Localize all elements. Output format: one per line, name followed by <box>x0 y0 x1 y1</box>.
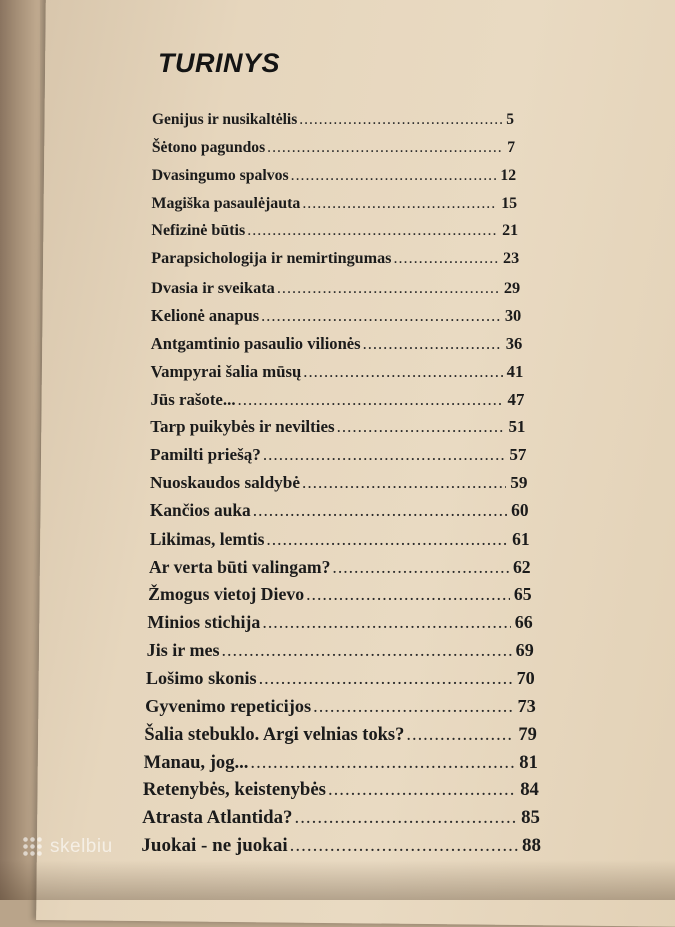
toc-entry-page-number: 41 <box>506 361 524 381</box>
toc-dot-leader <box>263 445 505 465</box>
watermark-logo-icon <box>22 836 44 858</box>
toc-entry-title: Juokai - ne juokai <box>141 835 288 857</box>
toc-entry-page-number: 29 <box>503 278 521 298</box>
toc-entry-title: Dvasia ir sveikata <box>151 278 275 298</box>
toc-entry-page-number: 12 <box>500 166 517 184</box>
toc-entry-page-number: 69 <box>515 640 534 661</box>
toc-entry-page-number: 66 <box>514 612 533 633</box>
toc-entry <box>142 807 540 829</box>
toc-entry-title: Parapsichologija ir nemirtingumas <box>151 250 392 268</box>
toc-entry-page-number: 70 <box>516 668 535 688</box>
toc-entry-title: Pamilti priešą? <box>150 445 261 465</box>
toc-entry <box>149 557 531 578</box>
toc-dot-leader <box>253 501 507 521</box>
toc-entry-title: Nuoskaudos saldybė <box>150 473 301 493</box>
toc-dot-leader <box>250 752 515 774</box>
toc-dot-leader <box>406 724 514 745</box>
toc-dot-leader <box>238 390 504 410</box>
toc-dot-leader <box>295 807 518 829</box>
toc-entry-page-number: 60 <box>511 500 529 520</box>
toc-entry <box>145 696 536 717</box>
toc-entry-title: Magiška pasaulėjauta <box>151 194 301 212</box>
toc-entry <box>150 501 529 521</box>
toc-entry <box>151 278 520 298</box>
toc-entry <box>147 640 534 661</box>
toc-entry-page-number: 59 <box>510 473 528 493</box>
page-title: TURINYS <box>158 48 281 78</box>
toc-entry-title: Jis ir mes <box>146 640 220 661</box>
toc-entry-page-number: 15 <box>501 194 518 212</box>
toc-entry-page-number: 61 <box>512 528 530 549</box>
toc-entry <box>150 445 526 465</box>
toc-entry-title: Dvasingumo spalvos <box>151 166 289 184</box>
toc-entry <box>150 417 525 437</box>
toc-entry-title: Jūs rašote... <box>150 389 236 409</box>
toc-entry <box>152 195 518 213</box>
toc-dot-leader <box>290 835 518 857</box>
toc-dot-leader <box>267 139 503 157</box>
toc-entry <box>146 668 535 689</box>
toc-dot-leader <box>363 334 502 354</box>
toc-entry <box>151 334 523 354</box>
toc-entry-title: Šalia stebuklo. Argi velnias toks? <box>144 723 405 744</box>
toc-entry-title: Retenybės, keistenybės <box>142 779 326 801</box>
toc-entry-page-number: 81 <box>519 751 538 773</box>
toc-entry-page-number: 36 <box>505 333 523 353</box>
toc-dot-leader <box>222 640 512 661</box>
toc-entry <box>141 835 541 857</box>
toc-entry-page-number: 65 <box>513 584 532 605</box>
toc-entry <box>150 390 524 410</box>
toc-dot-leader <box>266 529 508 550</box>
toc-entry-title: Antgamtinio pasaulio vilionės <box>150 333 361 353</box>
toc-dot-leader <box>277 278 500 298</box>
toc-dot-leader <box>306 584 510 605</box>
toc-entry <box>151 222 518 240</box>
toc-entry <box>143 779 539 801</box>
toc-entry-title: Kančios auka <box>149 500 251 520</box>
toc-entry-title: Lošimo skonis <box>145 668 257 688</box>
toc-entry-title: Ar verta būti valingam? <box>148 556 331 577</box>
toc-entry-title: Atrasta Atlantida? <box>142 807 293 829</box>
toc-entry-title: Gyvenimo repeticijos <box>145 695 312 716</box>
watermark <box>22 836 113 858</box>
toc-entry-title: Manau, jog... <box>143 751 249 773</box>
toc-dot-leader <box>302 473 506 493</box>
toc-entry-title: Tarp puikybės ir nevilties <box>150 417 335 437</box>
toc-entry <box>148 584 531 605</box>
toc-entry <box>150 529 530 550</box>
toc-entry-page-number: 30 <box>504 305 522 325</box>
toc-dot-leader <box>291 167 497 185</box>
toc-entry-title: Minios stichija <box>147 612 261 633</box>
toc-entry-page-number: 84 <box>520 779 539 801</box>
toc-entry <box>144 724 536 745</box>
toc-entry-title: Žmogus vietoj Dievo <box>148 584 305 605</box>
toc-entry-page-number: 88 <box>521 835 541 857</box>
toc-entry-page-number: 51 <box>508 417 526 437</box>
toc-entry-page-number: 79 <box>518 723 537 744</box>
toc-dot-leader <box>303 362 502 382</box>
toc-dot-leader <box>261 306 501 326</box>
toc-dot-leader <box>262 612 510 633</box>
toc-entry-page-number: 73 <box>517 695 536 716</box>
toc-entry <box>151 306 521 326</box>
toc-entry-title: Vampyrai šalia mūsų <box>150 361 302 381</box>
toc-entry-page-number: 7 <box>507 138 516 156</box>
toc-dot-leader <box>332 557 509 578</box>
toc-entry <box>151 362 524 382</box>
toc-entry-page-number: 57 <box>509 445 527 465</box>
toc-entry <box>152 111 514 129</box>
toc-entry <box>150 473 528 493</box>
toc-entry <box>152 167 516 185</box>
toc-entry-page-number: 23 <box>503 250 520 268</box>
toc-entry-page-number: 5 <box>506 111 514 128</box>
toc-entry-title: Šėtono pagundos <box>151 138 266 156</box>
toc-entry <box>147 612 532 633</box>
toc-entry-page-number: 21 <box>502 222 519 240</box>
toc-dot-leader <box>247 222 498 240</box>
watermark-text: skelbiu <box>50 836 113 858</box>
toc-dot-leader <box>337 417 505 437</box>
toc-entry-title: Kelionė anapus <box>150 305 260 325</box>
toc-entry <box>152 139 515 157</box>
toc-entry-page-number: 47 <box>507 389 525 409</box>
toc-dot-leader <box>393 250 499 268</box>
toc-dot-leader <box>313 696 513 717</box>
toc-entry <box>144 752 538 774</box>
toc-entry-page-number: 62 <box>512 556 531 577</box>
toc-entry-title: Genijus ir nusikaltėlis <box>152 111 298 128</box>
toc-entry-title: Likimas, lemtis <box>149 528 265 549</box>
toc-entry-page-number: 85 <box>521 807 540 829</box>
toc-dot-leader <box>328 779 516 801</box>
toc-dot-leader <box>299 111 502 129</box>
toc-entry <box>151 250 519 268</box>
toc-dot-leader <box>302 195 497 213</box>
toc-entry-title: Nefizinė būtis <box>151 222 246 240</box>
toc-dot-leader <box>259 668 513 689</box>
